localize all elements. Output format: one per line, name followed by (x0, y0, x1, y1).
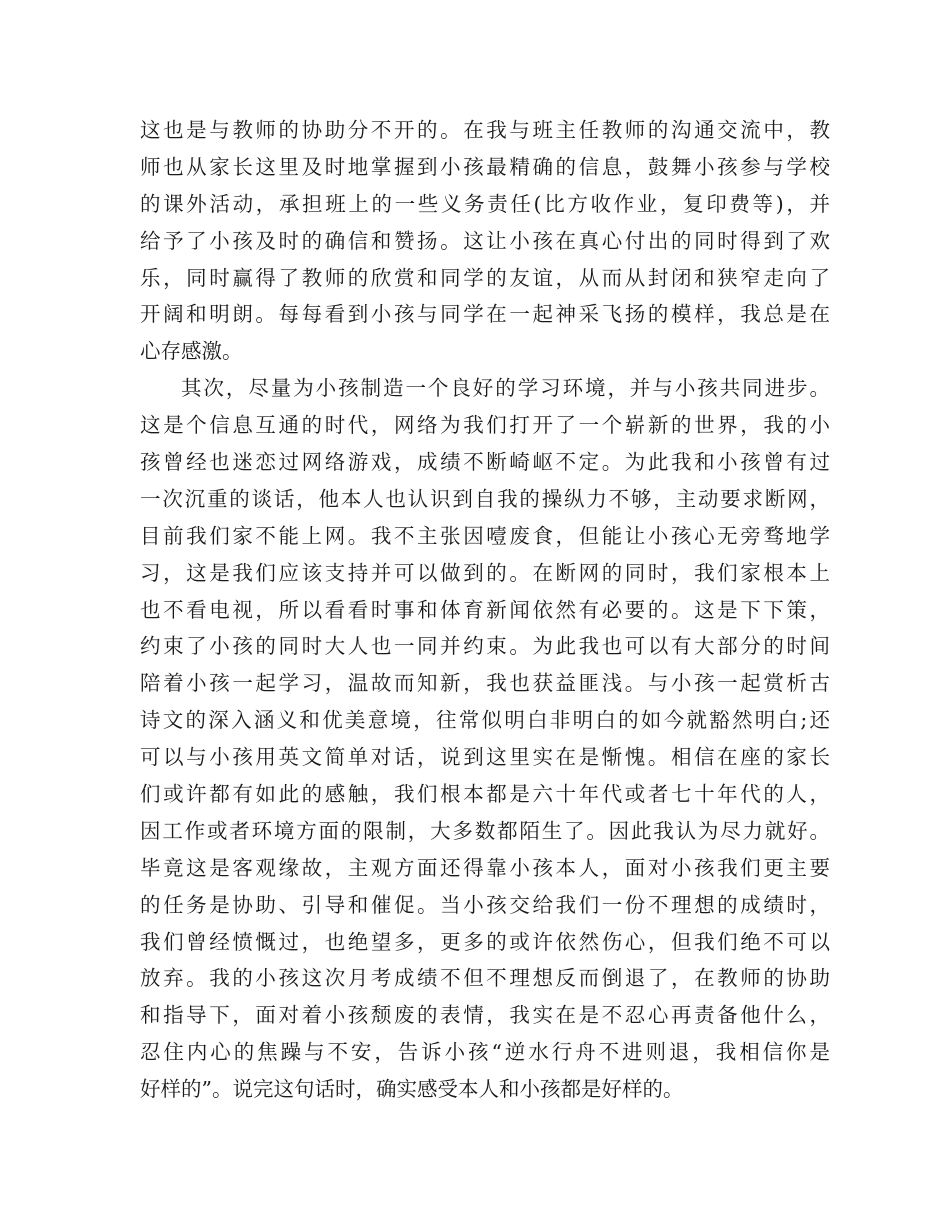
text-line: 因工作或者环境方面的限制，大多数都陌生了。因此我认为尽力就好。 (140, 818, 830, 843)
text-line: 给予了小孩及时的确信和赞扬。这让小孩在真心付出的同时得到了欢 (140, 228, 830, 253)
text-line: 开阔和明朗。每每看到小孩与同学在一起神采飞扬的模样，我总是在 (140, 302, 830, 327)
text-line: 陪着小孩一起学习，温故而知新，我也获益匪浅。与小孩一起赏析古 (140, 671, 830, 696)
text-line: 和指导下，面对着小孩颓废的表情，我实在是不忍心再责备他什么， (140, 1003, 830, 1028)
text-line: 其次，尽量为小孩制造一个良好的学习环境，并与小孩共同进步。 (181, 376, 830, 401)
text-line: 约束了小孩的同时大人也一同并约束。为此我也可以有大部分的时间 (140, 634, 830, 659)
text-line: 乐，同时赢得了教师的欣赏和同学的友谊，从而从封闭和狭窄走向了 (140, 265, 830, 290)
text-line: 目前我们家不能上网。我不主张因噎废食，但能让小孩心无旁骛地学 (140, 523, 830, 548)
text-line: 忍住内心的焦躁与不安，告诉小孩“逆水行舟不进则退，我相信你是 (140, 1040, 830, 1065)
text-line: 的任务是协助、引导和催促。当小孩交给我们一份不理想的成绩时， (140, 892, 830, 917)
text-line: 孩曾经也迷恋过网络游戏，成绩不断崎岖不定。为此我和小孩曾有过 (140, 450, 830, 475)
text-line: 诗文的深入涵义和优美意境，往常似明白非明白的如今就豁然明白;还 (140, 708, 830, 733)
text-line: 的课外活动，承担班上的一些义务责任(比方收作业，复印费等)，并 (140, 191, 830, 216)
text-line: 也不看电视，所以看看时事和体育新闻依然有必要的。这是下下策， (140, 597, 830, 622)
text-line: 这也是与教师的协助分不开的。在我与班主任教师的沟通交流中，教 (140, 118, 830, 142)
body-text (140, 112, 830, 1108)
text-line: 放弃。我的小孩这次月考成绩不但不理想反而倒退了，在教师的协助 (140, 966, 830, 991)
text-line: 一次沉重的谈话，他本人也认识到自我的操纵力不够，主动要求断网， (140, 486, 830, 511)
text-line: 好样的”。说完这句话时，确实感受本人和小孩都是好样的。 (140, 1077, 684, 1102)
text-line: 心存感激。 (140, 339, 243, 364)
paragraph-2 (140, 370, 830, 1108)
text-line: 我们曾经愤慨过，也绝望多，更多的或许依然伤心，但我们绝不可以 (140, 929, 830, 954)
text-line: 毕竟这是客观缘故，主观方面还得靠小孩本人，面对小孩我们更主要 (140, 855, 830, 880)
paragraph-1 (140, 112, 830, 370)
text-line: 这是个信息互通的时代，网络为我们打开了一个崭新的世界，我的小 (140, 413, 830, 438)
text-line: 们或许都有如此的感触，我们根本都是六十年代或者七十年代的人， (140, 782, 830, 807)
text-line: 可以与小孩用英文简单对话，说到这里实在是惭愧。相信在座的家长 (140, 745, 830, 770)
text-line: 习，这是我们应该支持并可以做到的。在断网的同时，我们家根本上 (140, 560, 830, 585)
text-line: 师也从家长这里及时地掌握到小孩最精确的信息，鼓舞小孩参与学校 (140, 154, 830, 179)
